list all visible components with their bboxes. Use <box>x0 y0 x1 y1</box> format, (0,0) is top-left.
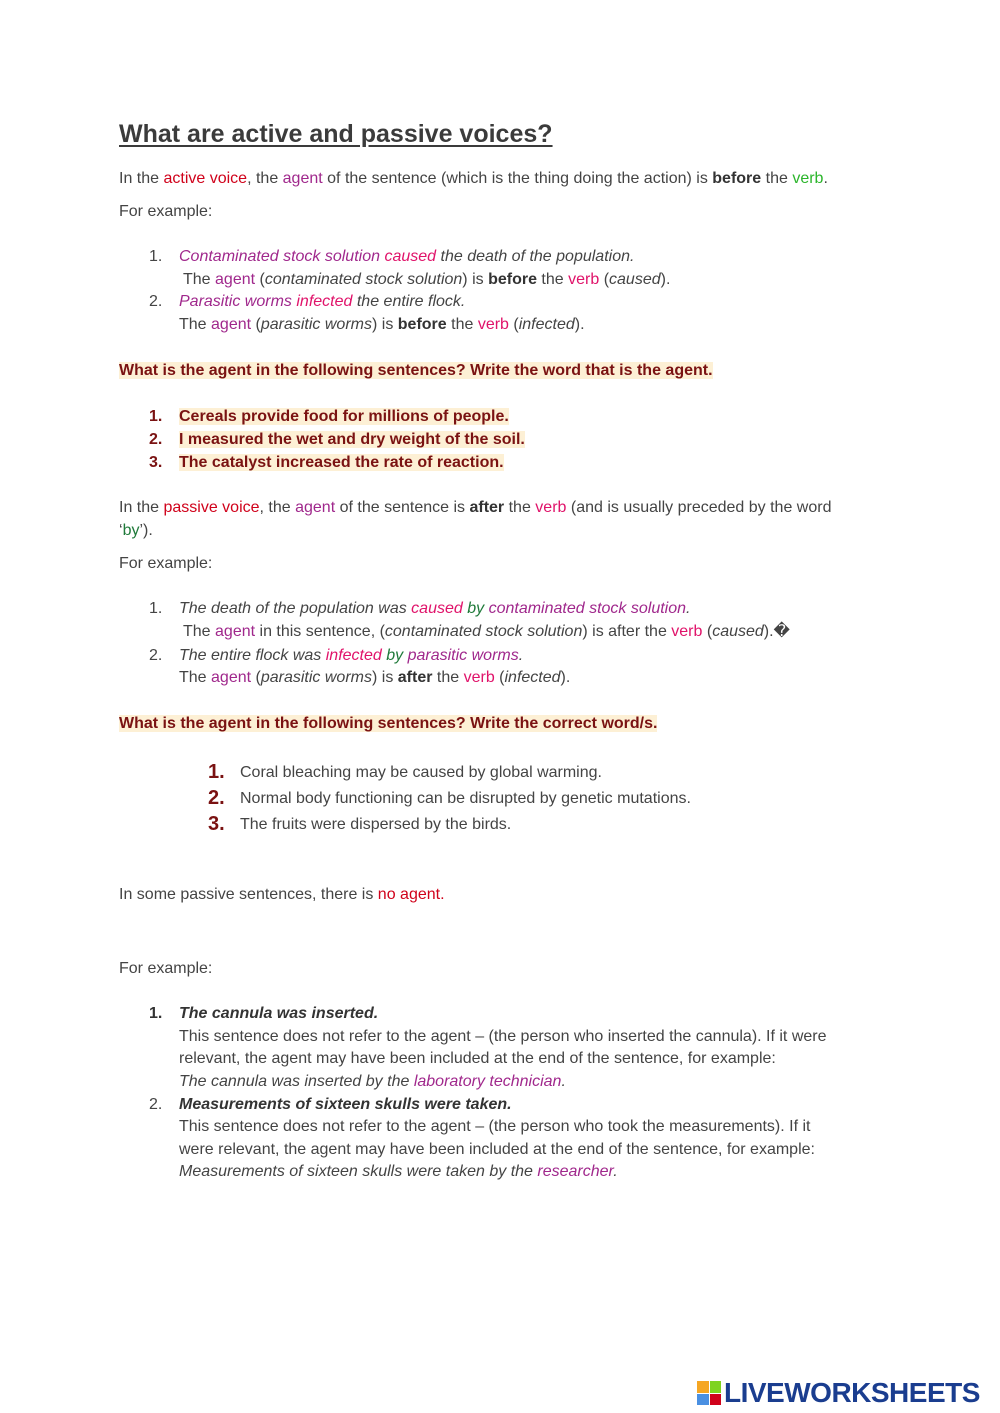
term-no-agent: no agent <box>377 886 441 903</box>
text-run: of the sentence is <box>335 499 470 516</box>
question-item-text: I measured the wet and dry weight of the soil. <box>179 431 525 448</box>
term-by: by <box>122 522 140 539</box>
question-2-prompt <box>119 712 657 735</box>
passive-example-sentence: The entire flock was infected by parasitic worms. <box>179 647 524 664</box>
passive-example-explanation: The agent (parasitic worms) is after the verb (infected). <box>179 669 571 686</box>
text-run: , the <box>259 499 296 516</box>
list-number: 1. <box>149 600 163 617</box>
term-agent: agent <box>211 669 252 686</box>
list-number: 1. <box>149 1005 163 1022</box>
liveworksheets-logo[interactable] <box>697 1378 980 1408</box>
text-run: ’). <box>139 522 153 539</box>
for-example-label: For example: <box>119 555 213 572</box>
no-agent-explanation: This sentence does not refer to the agent – (the person who inserted the cannula). If it were <box>179 1028 827 1045</box>
example-by: by <box>386 647 404 664</box>
question-item-text: The catalyst increased the rate of reaction. <box>179 454 504 471</box>
question-2-item[interactable]: Coral bleaching may be caused by global warming. <box>240 764 602 781</box>
term-passive-voice: passive voice <box>163 499 260 516</box>
term-active-voice: active voice <box>163 170 248 187</box>
text-run: ). <box>560 669 571 686</box>
passive-example-explanation: The agent in this sentence, (contaminated stock solution) is after the verb (caused).� <box>183 623 790 640</box>
active-voice-definition <box>119 167 828 190</box>
no-agent-definition <box>119 883 445 906</box>
text-run: . <box>613 1163 618 1180</box>
question-prompt-text: What is the agent in the following sentences? Write the correct word/s. <box>119 715 658 732</box>
text-run: . <box>823 170 828 187</box>
text-run: Measurements of sixteen skulls were taken by the <box>179 1163 538 1180</box>
text-run: In some passive sentences, there is <box>119 886 378 903</box>
term-after: after <box>469 499 505 516</box>
text-run: of the sentence (which is the thing doing the action) is <box>322 170 713 187</box>
example-agent: Contaminated stock solution <box>179 248 380 265</box>
question-1-prompt <box>119 359 713 382</box>
text-run: in this sentence, ( <box>255 623 385 640</box>
term-verb: verb <box>535 499 567 516</box>
agent-phrase: parasitic worms <box>260 669 372 686</box>
text-run: the <box>446 316 478 333</box>
for-example-label: For example: <box>119 203 213 220</box>
text-run: ).� <box>763 623 790 640</box>
text-run: The <box>179 316 212 333</box>
term-agent: agent <box>215 623 256 640</box>
example-agent: Parasitic worms <box>179 293 292 310</box>
term-verb: verb <box>477 316 509 333</box>
text-run: The <box>183 271 216 288</box>
text-run: the <box>761 170 793 187</box>
question-item-text: Cereals provide food for millions of people. <box>179 408 509 425</box>
question-2-item[interactable]: Normal body functioning can be disrupted by genetic mutations. <box>240 790 691 807</box>
text-run: The <box>183 623 216 640</box>
no-agent-explanation: This sentence does not refer to the agent – (the person who took the measurements). If it <box>179 1118 811 1135</box>
example-rest: the entire flock. <box>356 293 466 310</box>
term-before: before <box>712 170 762 187</box>
text-run: The cannula was inserted by the <box>179 1073 414 1090</box>
text-run: The entire flock was <box>179 647 326 664</box>
active-example-explanation: The agent (contaminated stock solution) is before the verb (caused). <box>183 271 671 288</box>
text-run: The <box>179 669 212 686</box>
question-1-item[interactable] <box>179 405 509 428</box>
example-agent: laboratory technician <box>413 1073 562 1090</box>
text-run: the <box>536 271 569 288</box>
example-verb: infected <box>296 293 353 310</box>
passive-example-sentence: The death of the population was caused by contaminated stock solution. <box>179 600 691 617</box>
term-agent: agent <box>295 499 336 516</box>
term-agent: agent <box>282 170 323 187</box>
logo-grid-icon <box>697 1381 721 1405</box>
example-verb: caused <box>411 600 463 617</box>
logo-text: LIVEWORKSHEETS <box>724 1377 980 1408</box>
no-agent-explanation: relevant, the agent may have been included at the end of the sentence, for example: <box>179 1050 776 1067</box>
question-prompt-text: What is the agent in the following sentences? Write the word that is the agent. <box>119 362 713 379</box>
list-number: 2. <box>149 1096 163 1113</box>
example-agent: contaminated stock solution <box>488 600 687 617</box>
page-title: What are active and passive voices? <box>119 120 553 148</box>
example-agent: parasitic worms <box>407 647 519 664</box>
example-verb: caused <box>384 248 437 265</box>
no-agent-example-sentence <box>179 1070 566 1093</box>
list-number: 2. <box>149 293 163 310</box>
list-number: 1. <box>208 761 225 783</box>
agent-phrase: parasitic worms <box>260 316 372 333</box>
term-verb: verb <box>792 170 824 187</box>
for-example-label: For example: <box>119 960 213 977</box>
agent-phrase: contaminated stock solution <box>264 271 463 288</box>
text-run: (and is usually preceded by the word <box>566 499 832 516</box>
no-agent-example-heading: The cannula was inserted. <box>179 1005 379 1022</box>
text-run: is <box>377 669 398 686</box>
text-run: The death of the population was <box>179 600 412 617</box>
active-example-sentence <box>179 290 465 313</box>
text-run: the <box>432 669 464 686</box>
no-agent-example-heading: Measurements of sixteen skulls were taken. <box>179 1096 512 1113</box>
example-verb: infected <box>325 647 382 664</box>
verb-word: infected <box>504 669 561 686</box>
text-run: In the <box>119 499 164 516</box>
text-run: . <box>440 886 445 903</box>
text-run: . <box>561 1073 566 1090</box>
text-run: the <box>504 499 536 516</box>
text-run: is <box>377 316 398 333</box>
list-number: 2. <box>208 787 225 809</box>
text-run: ‘ <box>119 522 123 539</box>
passive-voice-definition <box>119 496 831 519</box>
active-example-sentence <box>179 245 634 268</box>
term-agent: agent <box>215 271 256 288</box>
text-run: is <box>467 271 489 288</box>
text-run: , the <box>247 170 283 187</box>
term-before: before <box>488 271 537 288</box>
text-run: ) is after the <box>582 623 672 640</box>
text-run: In the <box>119 170 164 187</box>
question-1-item[interactable] <box>179 428 525 451</box>
agent-phrase: contaminated stock solution <box>384 623 583 640</box>
active-example-explanation: The agent (parasitic worms) is before the verb (infected). <box>179 316 585 333</box>
question-1-item[interactable] <box>179 451 504 474</box>
term-before: before <box>397 316 447 333</box>
example-agent: researcher <box>537 1163 614 1180</box>
example-by: by <box>467 600 485 617</box>
list-number: 3. <box>208 813 225 835</box>
term-agent: agent <box>211 316 252 333</box>
term-verb: verb <box>568 271 600 288</box>
list-number: 2. <box>149 431 163 448</box>
passive-voice-definition-cont <box>119 519 153 542</box>
term-verb: verb <box>671 623 703 640</box>
list-number: 1. <box>149 408 163 425</box>
term-verb: verb <box>463 669 495 686</box>
verb-word: caused <box>609 271 661 288</box>
list-number: 2. <box>149 647 163 664</box>
question-2-item[interactable]: The fruits were dispersed by the birds. <box>240 816 512 833</box>
example-rest: the death of the population. <box>440 248 635 265</box>
verb-word: caused <box>712 623 764 640</box>
verb-word: infected <box>518 316 575 333</box>
no-agent-example-sentence <box>179 1160 618 1183</box>
term-after: after <box>397 669 433 686</box>
list-number: 1. <box>149 248 163 265</box>
no-agent-explanation: were relevant, the agent may have been included at the end of the sentence, for example: <box>179 1141 815 1158</box>
list-number: 3. <box>149 454 163 471</box>
